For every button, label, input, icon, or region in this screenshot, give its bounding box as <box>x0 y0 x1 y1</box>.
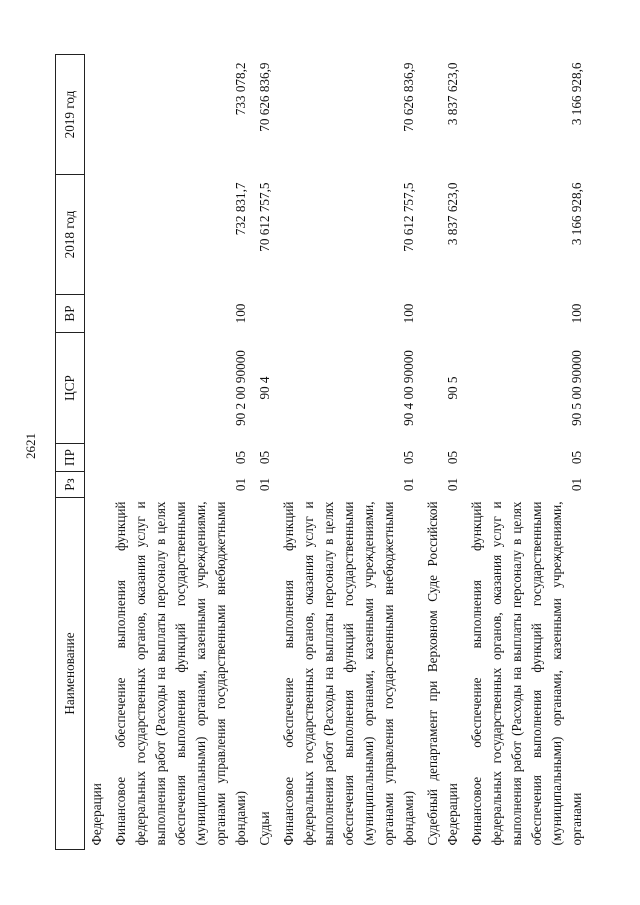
row-2018: 3 166 928,6 <box>569 182 584 246</box>
row-2019: 3 166 928,6 <box>569 62 584 126</box>
row-rz <box>85 472 110 498</box>
row-csr: 90 5 00 90000 <box>569 350 584 426</box>
row-rz: 01 <box>233 477 248 492</box>
header-name: Наименование <box>56 498 85 850</box>
table-row <box>465 55 589 850</box>
row-2019 <box>85 55 110 175</box>
row-vr <box>85 295 110 333</box>
row-name: Федерации <box>89 783 104 846</box>
row-vr <box>421 295 465 333</box>
row-2018: 3 837 623,0 <box>445 182 460 246</box>
table-row <box>253 55 277 850</box>
row-2018: 732 831,7 <box>233 182 248 236</box>
header-2018: 2018 год <box>56 175 85 295</box>
row-vr: 100 <box>401 303 416 324</box>
row-rz: 01 <box>569 477 584 492</box>
row-name: Судьи <box>257 811 272 846</box>
table-header-row <box>56 55 85 850</box>
table-row <box>277 55 421 850</box>
row-2019: 733 078,2 <box>233 62 248 116</box>
row-vr <box>253 295 277 333</box>
row-pr: 05 <box>445 450 460 465</box>
row-name: Финансовое обеспечение выполнения функций федеральных государственных органов, оказания услуг и выполнения работ (Расходы на выплаты персоналу в целях обеспечения выполнения функций государственными (муниципальными) органами, казенными учреждениями, органами управления государственными внебюджетными фондами) <box>113 501 248 846</box>
row-rz: 01 <box>257 477 272 492</box>
row-2018: 70 612 757,5 <box>257 182 272 252</box>
table-row <box>85 55 110 850</box>
row-csr: 90 4 00 90000 <box>401 350 416 426</box>
row-rz: 01 <box>401 477 416 492</box>
header-csr: ЦСР <box>56 333 85 444</box>
row-csr <box>85 333 110 444</box>
page-number: 2621 <box>23 433 38 459</box>
row-pr: 05 <box>401 450 416 465</box>
row-pr: 05 <box>569 450 584 465</box>
row-name: Финансовое обеспечение выполнения функций федеральных государственных органов, оказания услуг и выполнения работ (Расходы на выплаты персоналу в целях обеспечения выполнения функций государственными (муниципальными) органами, казенными учреждениями, органами <box>469 501 584 846</box>
row-pr: 05 <box>257 450 272 465</box>
rotated-table-container <box>55 55 600 850</box>
row-2019: 70 626 836,9 <box>401 62 416 132</box>
row-pr <box>85 444 110 472</box>
row-2018 <box>85 175 110 295</box>
row-vr: 100 <box>569 303 584 324</box>
header-rz: Рз <box>56 472 85 498</box>
header-vr: ВР <box>56 295 85 333</box>
header-pr: ПР <box>56 444 85 472</box>
row-2019: 3 837 623,0 <box>445 62 460 126</box>
row-csr: 90 4 <box>257 376 272 400</box>
row-name: Финансовое обеспечение выполнения функций федеральных государственных органов, оказания услуг и выполнения работ (Расходы на выплаты персоналу в целях обеспечения выполнения функций государственными (муниципальными) органами, казенными учреждениями, органами управления государственными внебюджетными фондами) <box>281 501 416 846</box>
table-row <box>109 55 253 850</box>
row-vr: 100 <box>233 303 248 324</box>
table-row <box>421 55 465 850</box>
row-csr: 90 2 00 90000 <box>233 350 248 426</box>
row-2018: 70 612 757,5 <box>401 182 416 252</box>
row-pr: 05 <box>233 450 248 465</box>
budget-table <box>55 54 589 850</box>
header-2019: 2019 год <box>56 55 85 175</box>
row-name: Судебный департамент при Верховном Суде Российской Федерации <box>425 501 460 846</box>
row-2019: 70 626 836,9 <box>257 62 272 132</box>
row-csr: 90 5 <box>445 376 460 400</box>
row-rz: 01 <box>445 477 460 492</box>
